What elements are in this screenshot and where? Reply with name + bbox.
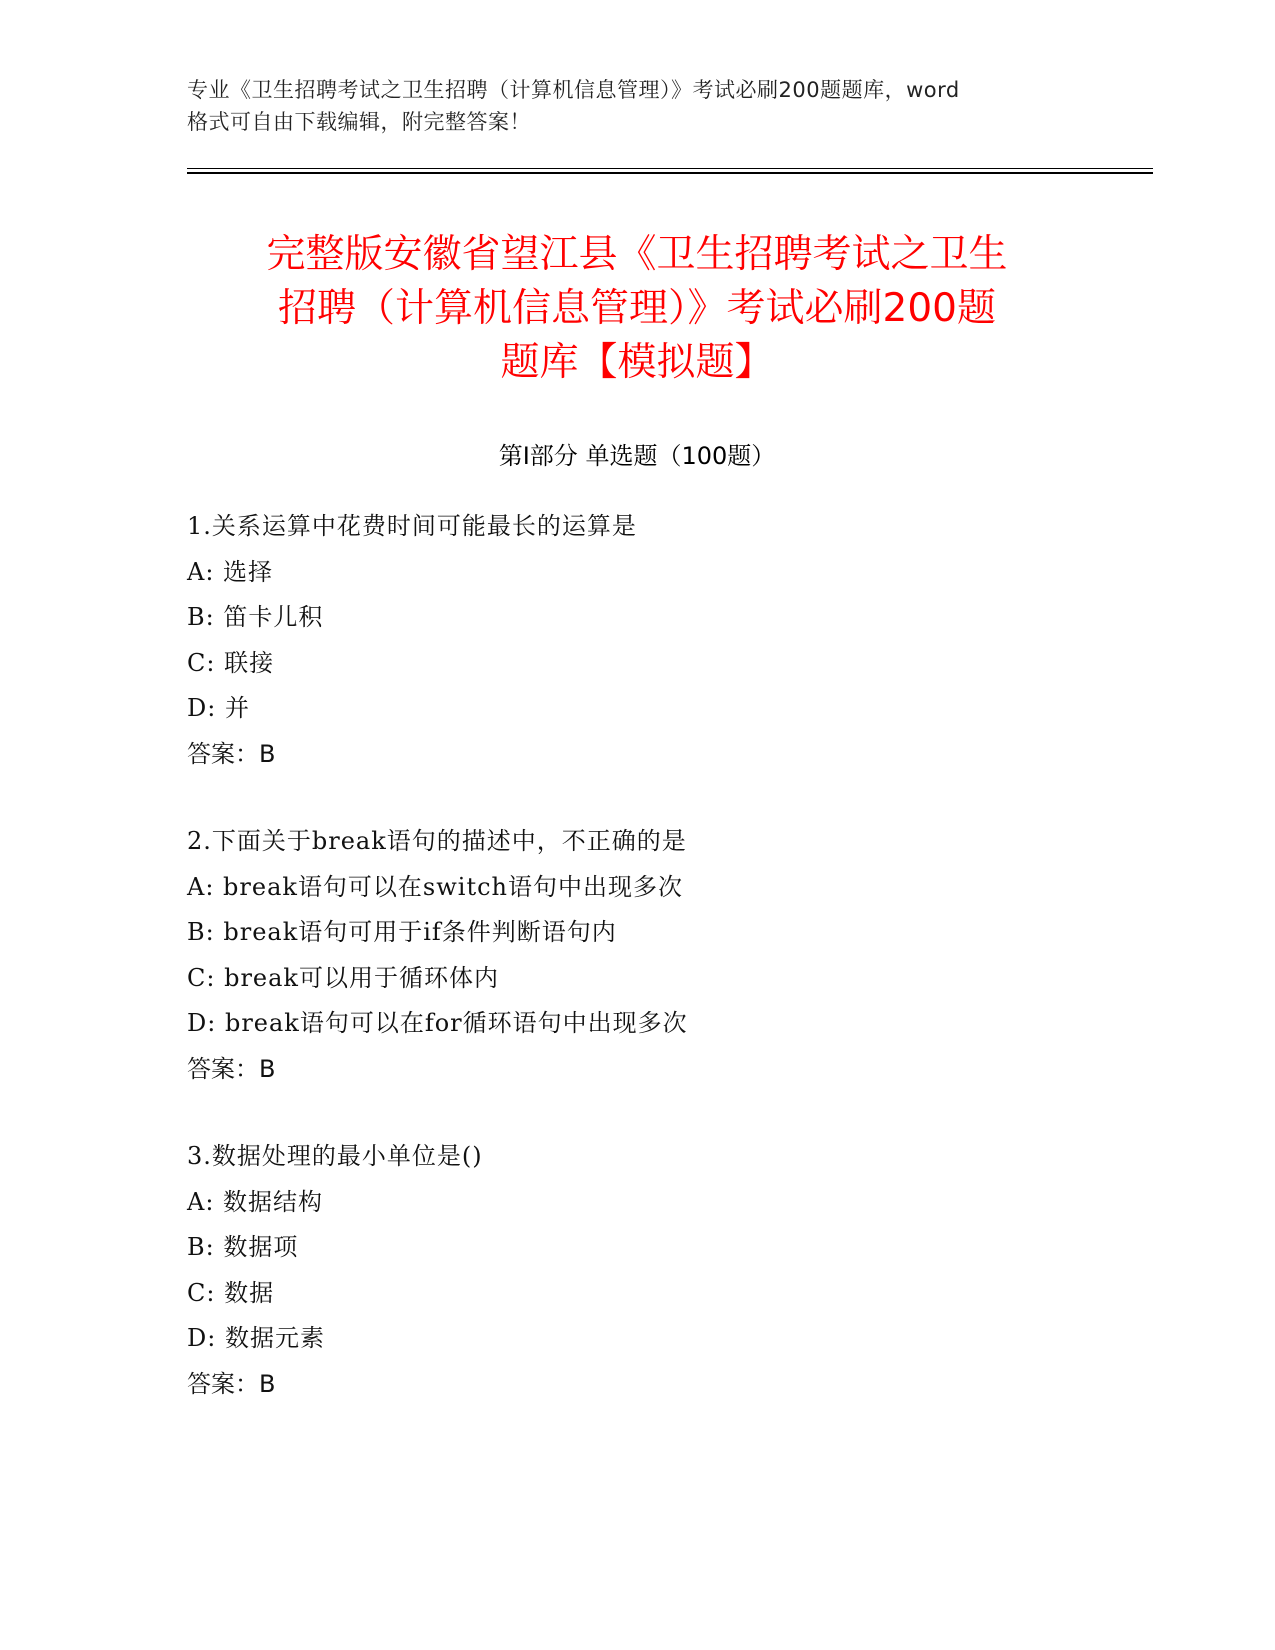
option-b: B: 数据项	[187, 1233, 299, 1261]
title-line-3: 题库【模拟题】	[500, 340, 774, 385]
document-title	[187, 228, 1087, 390]
option-d: D: 数据元素	[187, 1324, 325, 1352]
header-note-line-2: 格式可自由下载编辑，附完整答案！	[187, 110, 531, 134]
header-note-line-1: 专业《卫生招聘考试之卫生招聘（计算机信息管理）》考试必刷200题题库，word	[187, 78, 960, 102]
answer: 答案：B	[187, 1369, 276, 1398]
option-c: C: break可以用于循环体内	[187, 963, 499, 992]
question-2	[187, 819, 1087, 1092]
option-b: B: break语句可用于if条件判断语句内	[187, 918, 617, 946]
question-stem: 1.关系运算中花费时间可能最长的运算是	[187, 512, 637, 540]
option-a: A: break语句可以在switch语句中出现多次	[187, 872, 684, 901]
option-d: D: break语句可以在for循环语句中出现多次	[187, 1009, 688, 1037]
question-stem: 2.下面关于break语句的描述中，不正确的是	[187, 827, 687, 855]
question-3	[187, 1134, 1087, 1407]
title-line-1: 完整版安徽省望江县《卫生招聘考试之卫生	[266, 232, 1008, 277]
section-heading: 第Ⅰ部分 单选题（100题）	[498, 442, 776, 470]
header-rule-top	[187, 168, 1153, 169]
option-a: A: 选择	[187, 557, 274, 586]
option-c: C: 联接	[187, 648, 275, 677]
option-a: A: 数据结构	[187, 1187, 324, 1216]
option-c: C: 数据	[187, 1278, 275, 1307]
option-d: D: 并	[187, 694, 250, 722]
answer: 答案：B	[187, 739, 276, 768]
title-line-2: 招聘（计算机信息管理）》考试必刷200题	[278, 286, 996, 331]
question-stem: 3.数据处理的最小单位是()	[187, 1142, 483, 1170]
answer: 答案：B	[187, 1054, 276, 1083]
header-note	[187, 74, 1087, 138]
question-1	[187, 504, 1087, 777]
option-b: B: 笛卡儿积	[187, 603, 324, 631]
header-rule-bottom	[187, 172, 1153, 174]
